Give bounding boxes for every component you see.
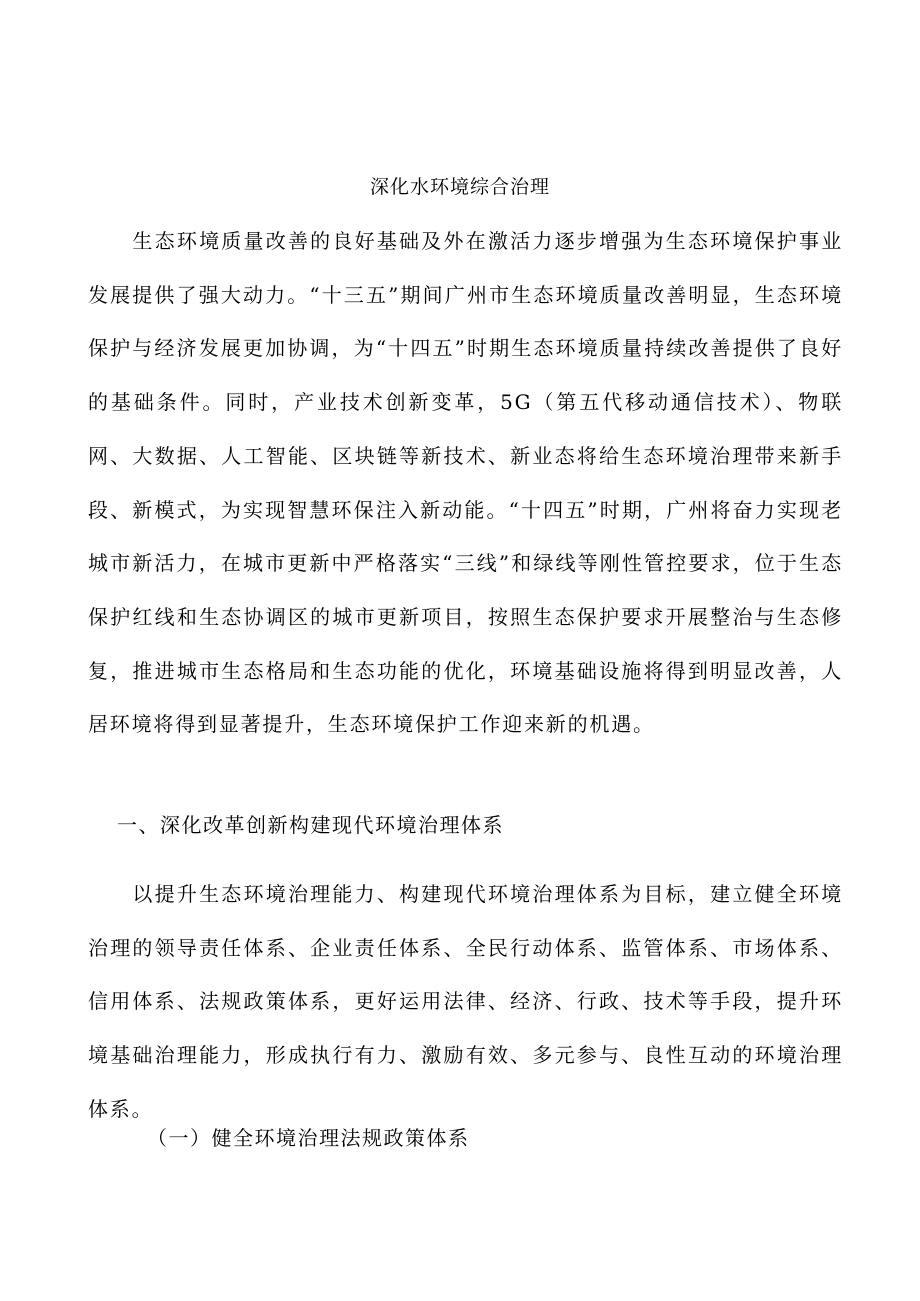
subsection-heading-1: （一）健全环境治理法规政策体系 <box>147 1126 470 1150</box>
section-heading-1: 一、深化改革创新构建现代环境治理体系 <box>117 813 504 837</box>
paragraph-2-text: 以提升生态环境治理能力、构建现代环境治理体系为目标，建立健全环境治理的领导责任体系、企业责任体系、全民行动体系、监管体系、市场体系、信用体系、法规政策体系，更好运用法律、经济、行政、技术等手段，提升环境基础治理能力，形成执行有力、激励有效、多元参与、良性互动的环境治理体系。 <box>88 882 843 1121</box>
document-title: 深化水环境综合治理 <box>369 176 550 198</box>
body-paragraph-2 <box>88 868 843 1137</box>
paragraph-1-text: 生态环境质量改善的良好基础及外在激活力逐步增强为生态环境保护事业发展提供了强大动力。“十三五”期间广州市生态环境质量改善明显，生态环境保护与经济发展更加协调，为“十四五”时期生态环境质量持续改善提供了良好的基础条件。同时，产业技术创新变革，5G（第五代移动通信技术）、物联网、大数据、人工智能、区块链等新技术、新业态将给生态环境治理带来新手段、新模式，为实现智慧环保注入新动能。“十四五”时期，广州将奋力实现老城市新活力，在城市更新中严格落实“三线”和绿线等刚性管控要求，位于生态保护红线和生态协调区的城市更新项目，按照生态保护要求开展整治与生态修复，推进城市生态格局和生态功能的优化，环境基础设施将得到明显改善，人居环境将得到显著提升，生态环境保护工作迎来新的机遇。 <box>88 229 843 737</box>
body-paragraph-1 <box>88 215 843 752</box>
